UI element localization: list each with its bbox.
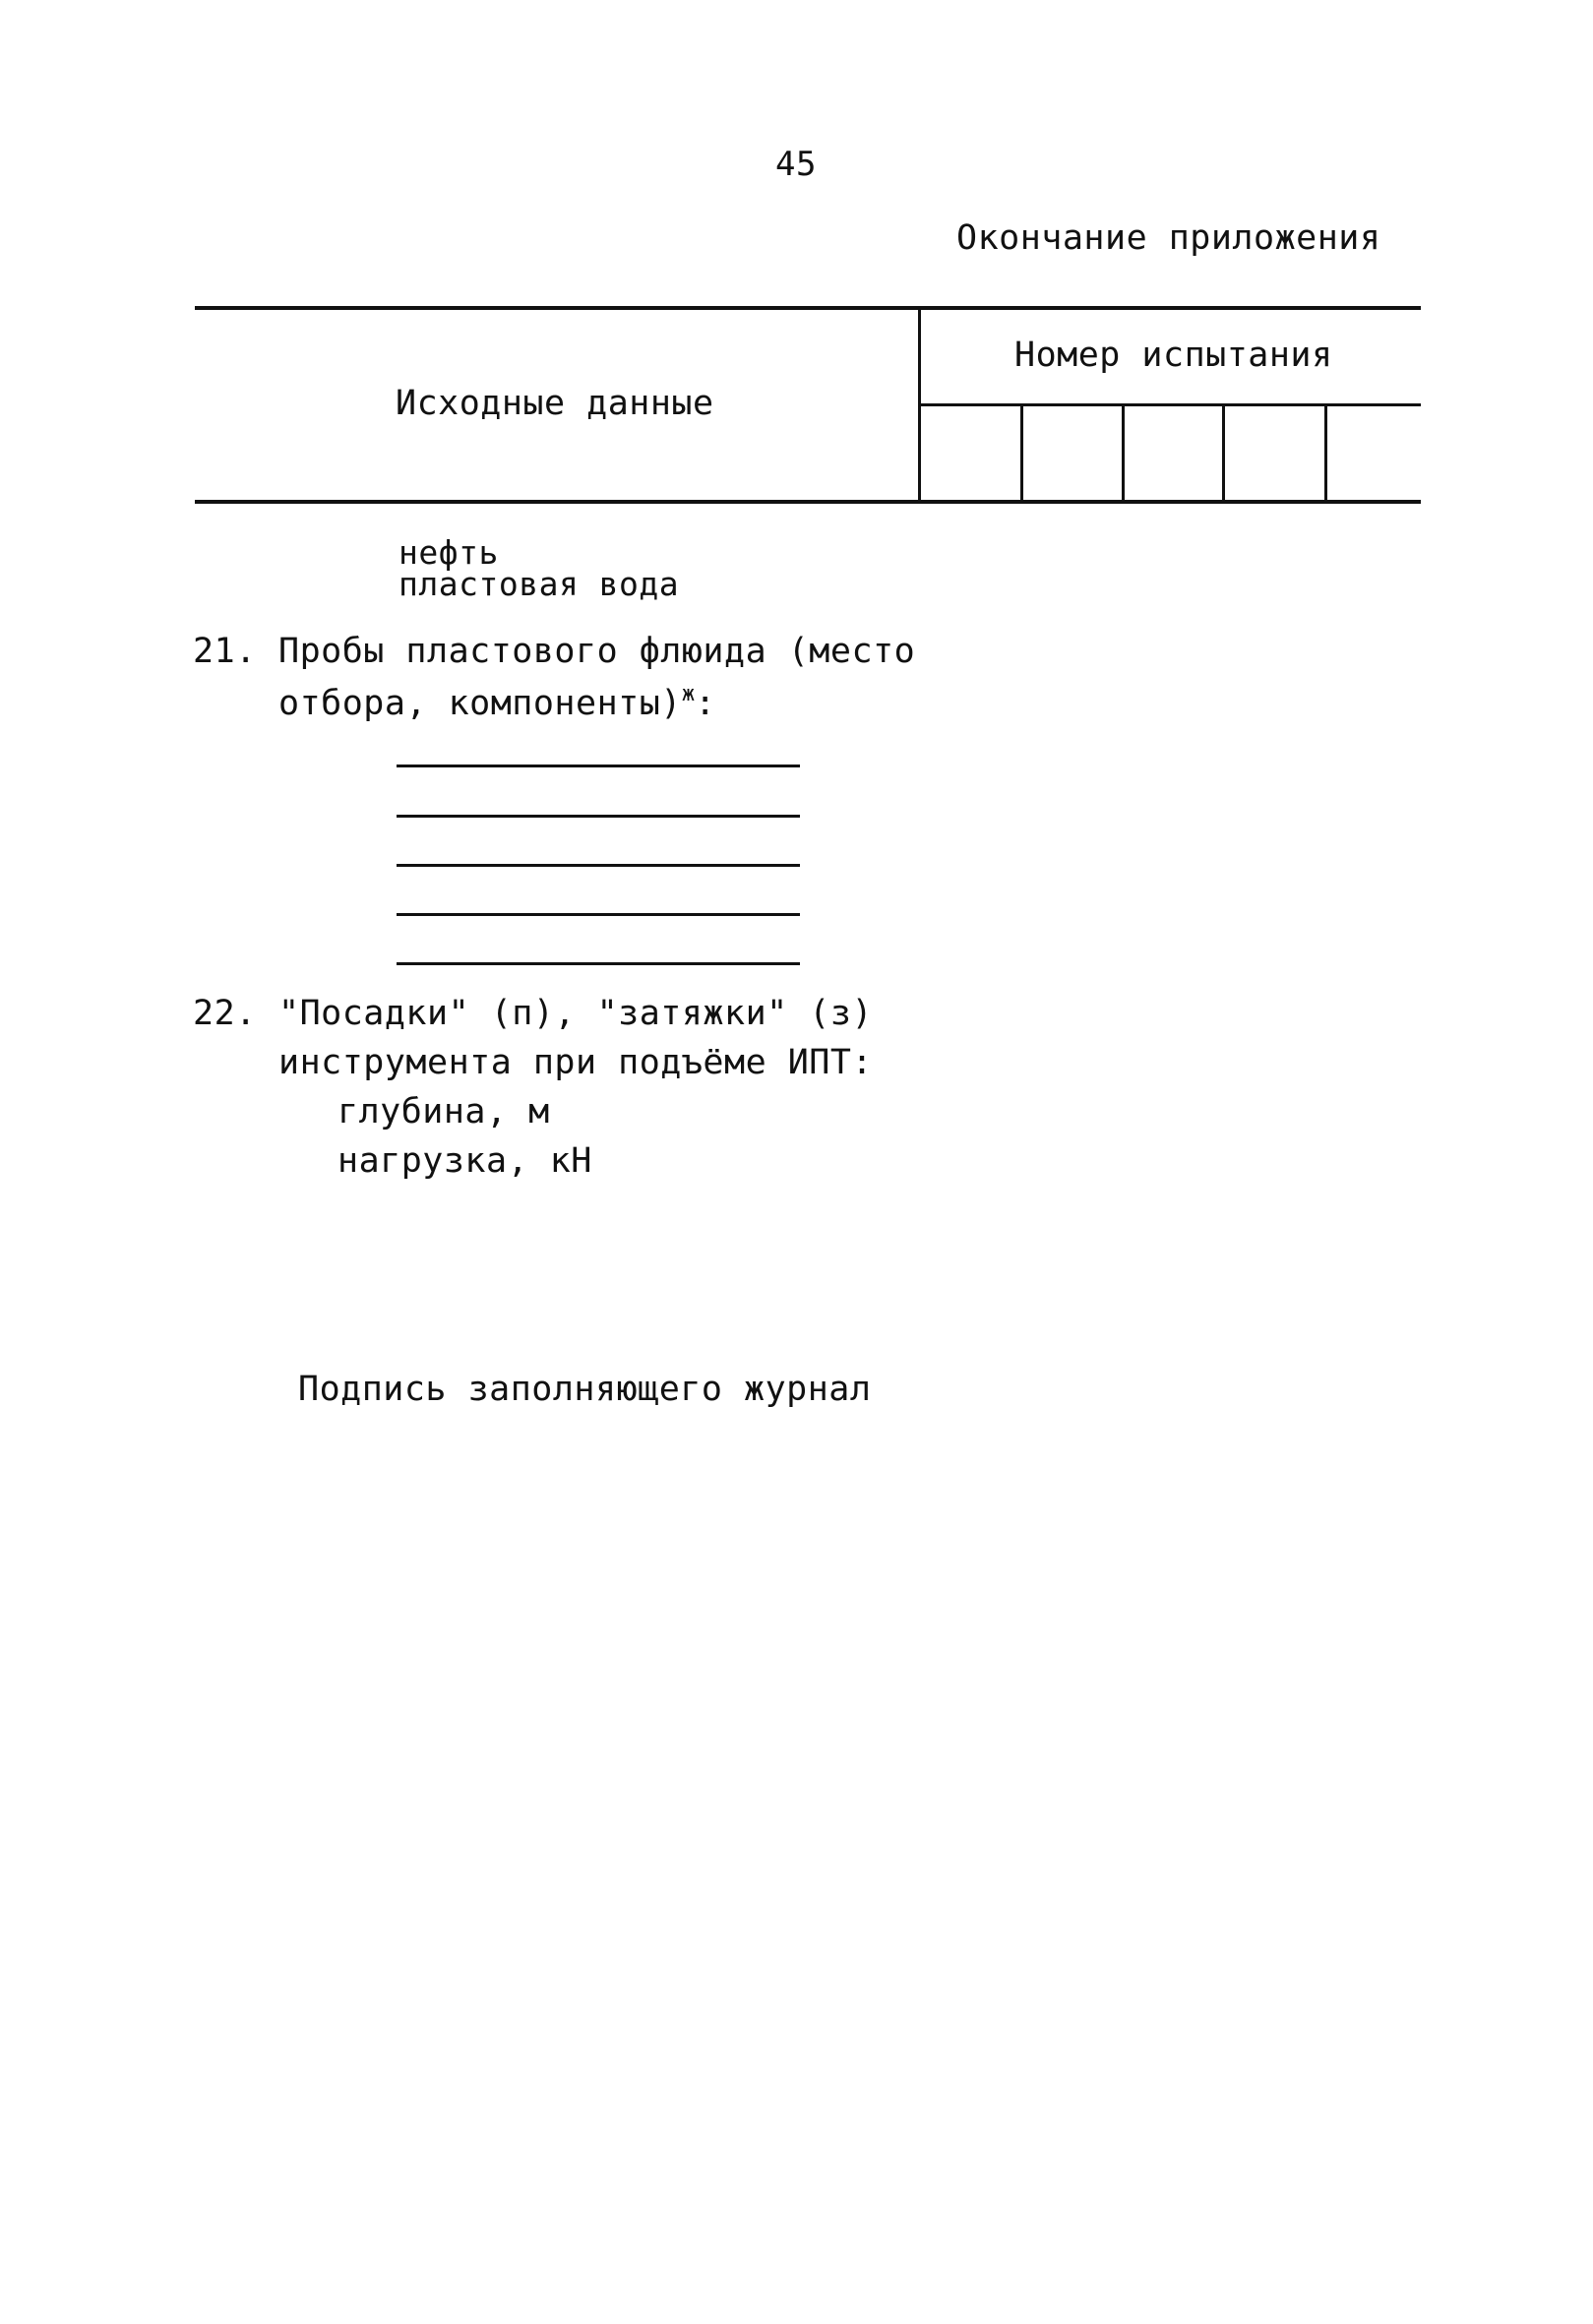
test-column-divider <box>1222 404 1225 502</box>
item-22-number: 22. <box>193 994 257 1033</box>
test-column-divider <box>1122 404 1125 502</box>
item-21-text-line2 <box>278 684 716 721</box>
table-header-divider <box>919 403 1421 406</box>
footnote-mark: ж <box>681 682 696 706</box>
blank-fill-line <box>397 764 800 767</box>
item-21-text-line1: Пробы пластового флюида (место <box>278 632 916 671</box>
signature-line-label: Подпись заполняющего журнал <box>298 1370 872 1409</box>
appendix-end-caption: Окончание приложения <box>956 218 1381 258</box>
blank-fill-line <box>397 815 800 818</box>
fluid-oil-label: нефть <box>398 533 499 572</box>
source-data-header: Исходные данные <box>396 384 714 423</box>
blank-fill-line <box>397 913 800 916</box>
table-column-divider <box>918 306 921 503</box>
item-22-load: нагрузка, кН <box>337 1141 592 1181</box>
table-bottom-rule <box>195 500 1421 504</box>
item-22-text-line2: инструмента при подъёме ИПТ: <box>278 1043 874 1082</box>
fluid-water-label: пластовая вода <box>398 565 680 603</box>
item-22-text-line1: "Посадки" (п), "затяжки" (з) <box>278 994 874 1033</box>
test-column-divider <box>1324 404 1327 502</box>
item-21-text-line2-main: отбора, компоненты) <box>278 684 682 723</box>
item-22-depth: глубина, м <box>337 1092 550 1131</box>
test-number-header: Номер испытания <box>1014 336 1333 375</box>
test-column-divider <box>1020 404 1023 502</box>
blank-fill-line <box>397 962 800 965</box>
blank-fill-line <box>397 864 800 867</box>
item-21-number: 21. <box>193 632 257 671</box>
table-top-rule <box>195 306 1421 310</box>
item-21-colon: : <box>695 684 716 723</box>
page-number: 45 <box>775 145 817 184</box>
